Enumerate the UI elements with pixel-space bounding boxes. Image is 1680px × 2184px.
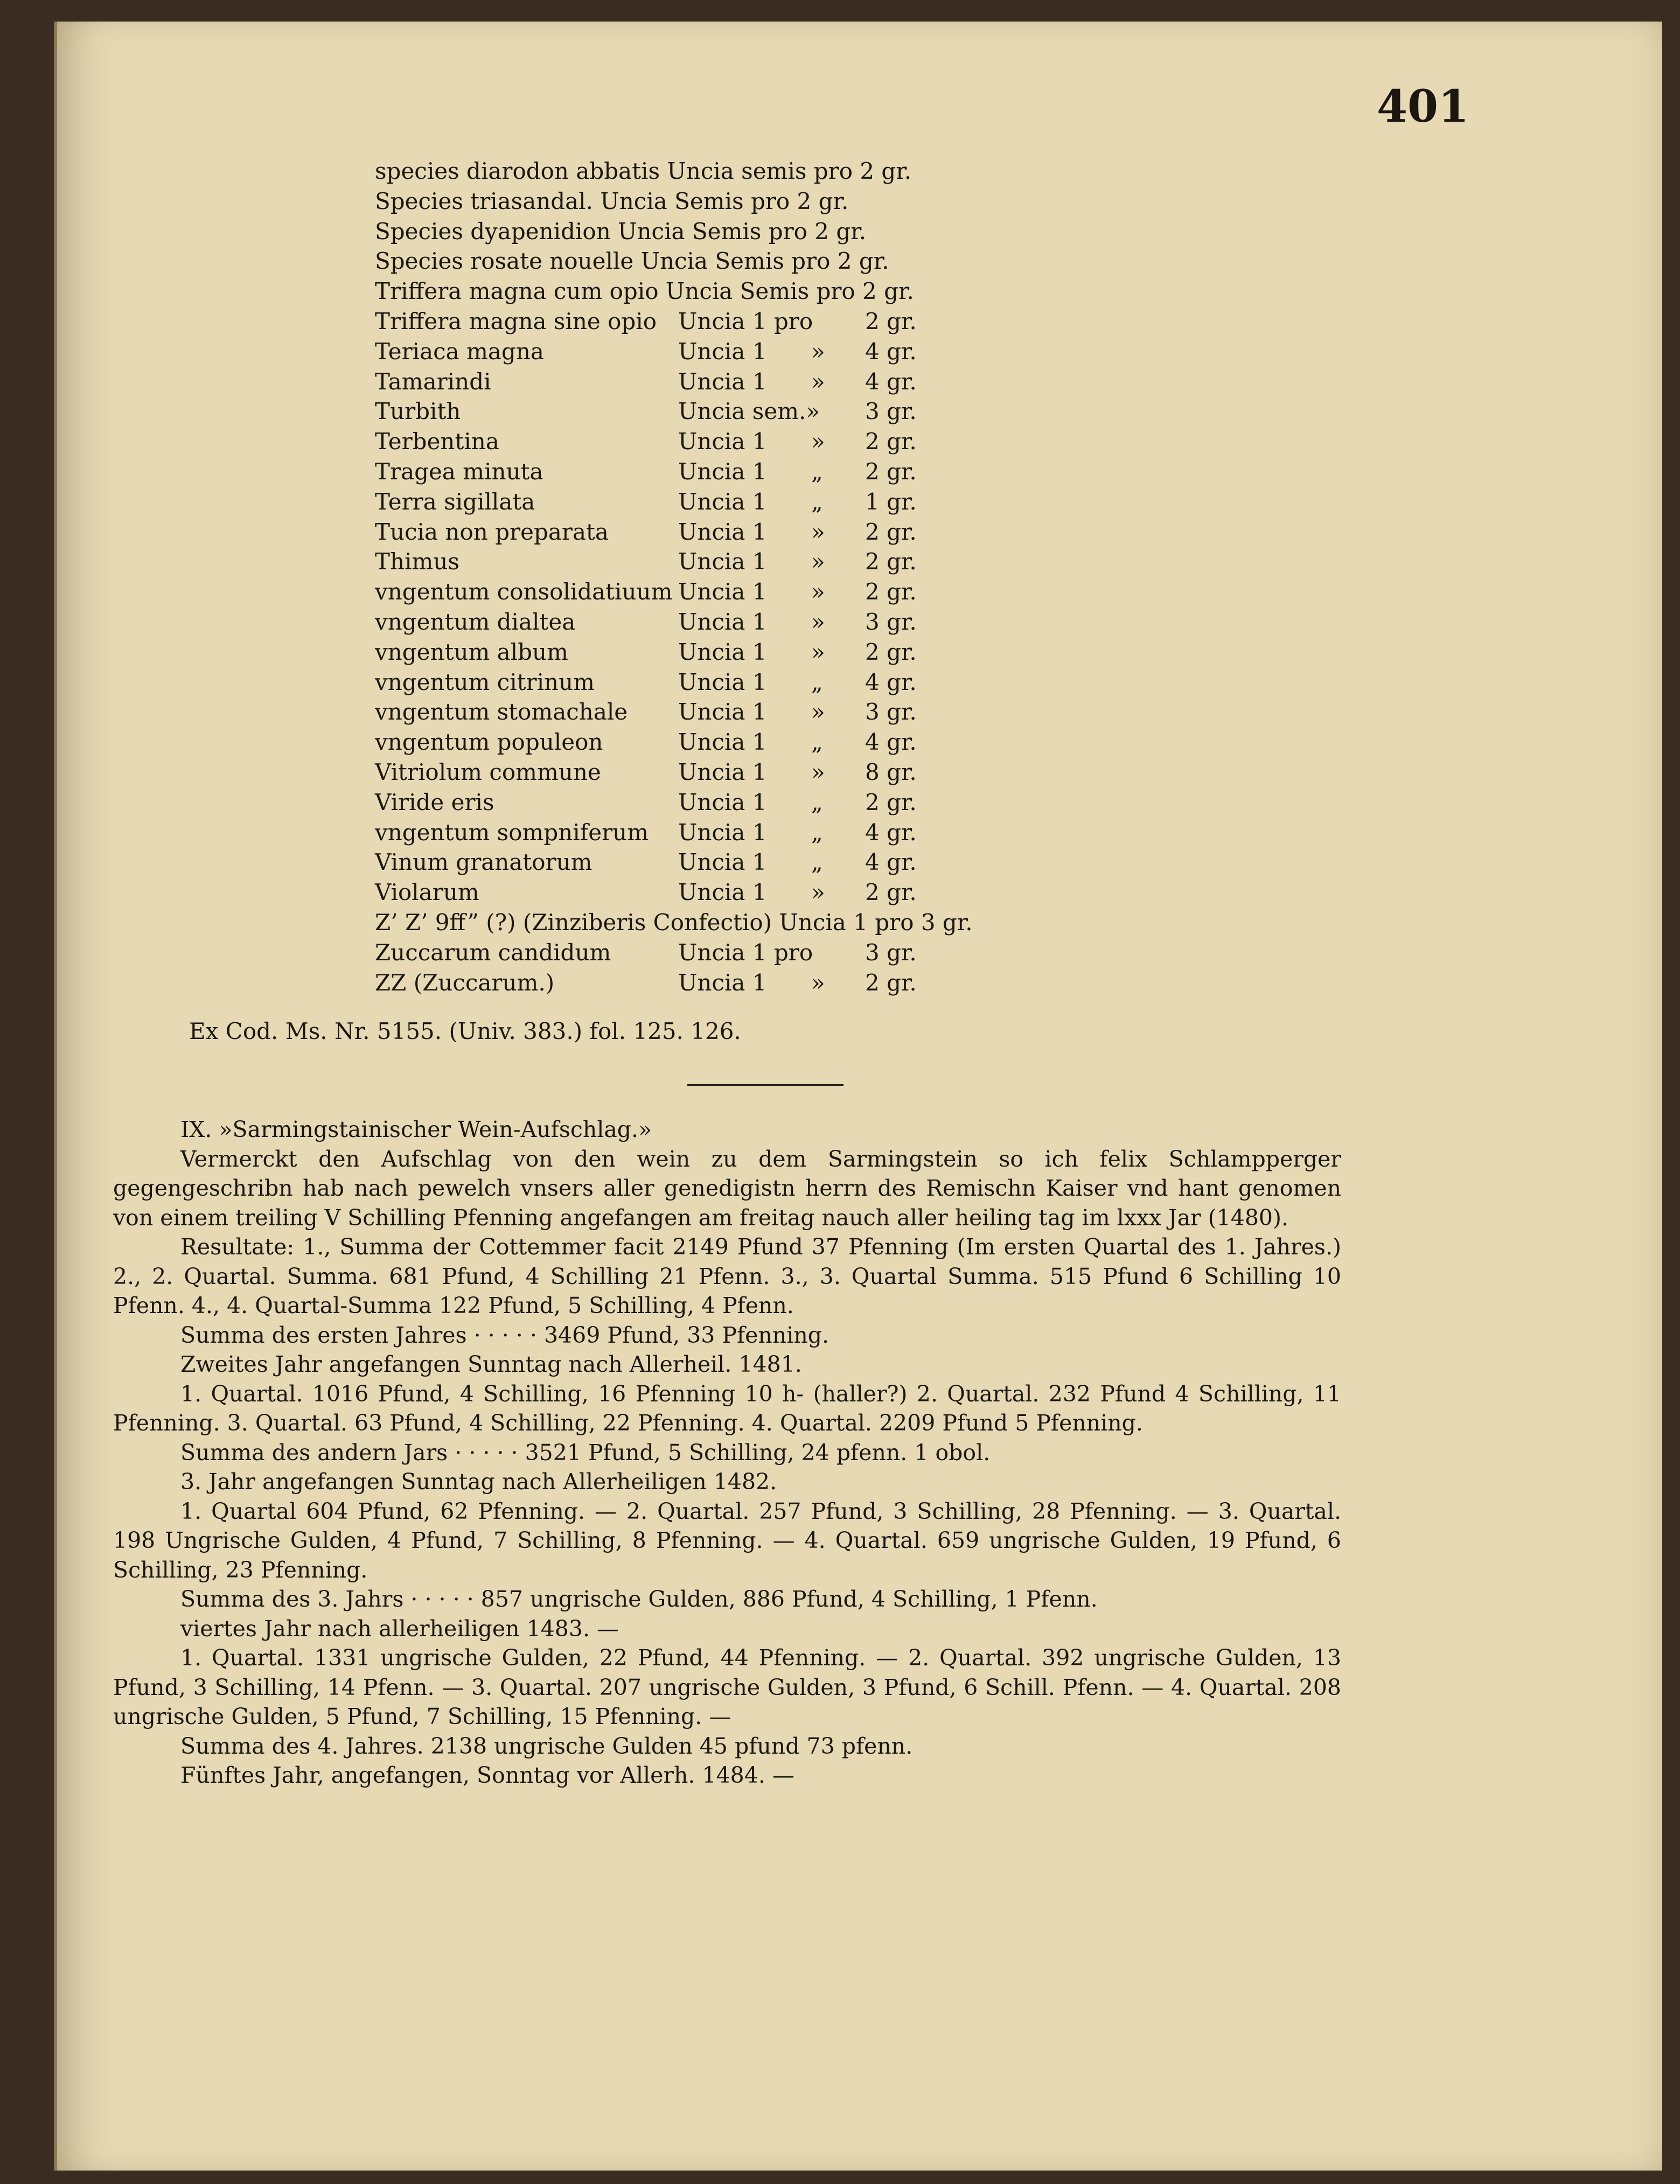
item-price: 2 gr. [865,458,917,485]
item-name: Species dyapenidion Uncia Semis pro 2 gr. [375,218,867,245]
item-unit: Uncia 1 [678,879,767,906]
item-ditto: » [811,969,825,996]
paragraph: 1. Quartal 604 Pfund, 62 Pfenning. — 2. Quartal. 257 Pfund, 3 Schilling, 28 Pfenning. — 3. Quartal. 198 Ungrische Gulden, 4 Pfund, 7 Schilling, 8 Pfenning. — 4. Quartal. 659 ungrische Gulden, 19 Pfund, 6 Schilling, 23 Pfenning. [113,1498,1341,1583]
paragraph: Fünftes Jahr, angefangen, Sonntag vor Allerh. 1484. — [180,1762,794,1788]
item-ditto: » [811,368,825,395]
item-unit: Uncia 1 [678,608,767,635]
item-name: Triffera magna sine opio [375,308,657,334]
item-unit: Uncia 1 [678,789,767,815]
item-ditto: » [811,638,825,665]
table-row [375,787,1129,818]
item-ditto: » [811,338,825,365]
section-divider [687,1084,844,1086]
item-name: Species triasandal. Uncia Semis pro 2 gr. [375,187,849,214]
item-ditto: „ [811,729,823,756]
table-row [375,667,1129,697]
item-unit: Uncia 1 [678,849,767,876]
table-row [375,968,1129,998]
table-row [375,427,1129,457]
item-price: 1 gr. [865,488,917,515]
item-price: 2 gr. [865,518,917,545]
item-unit: Uncia 1 [678,338,767,365]
item-name: vngentum consolidatiuum [375,578,673,605]
paragraph: 3. Jahr angefangen Sunntag nach Allerheiligen 1482. [180,1469,777,1495]
table-row [375,637,1129,667]
item-name: Species rosate nouelle Uncia Semis pro 2 gr. [375,248,889,275]
item-name: Teriaca magna [375,338,544,365]
table-row [375,818,1129,848]
item-name: vngentum sompniferum [375,819,649,846]
item-unit: Uncia 1 [678,548,767,575]
item-ditto: » [811,548,825,575]
item-ditto: „ [811,668,823,695]
item-price: 2 gr. [865,308,917,334]
table-row [375,217,1129,247]
item-price: 2 gr. [865,969,917,996]
drug-price-table [375,156,1129,997]
item-price: 4 gr. [865,368,917,395]
table-row [375,156,1129,186]
item-unit: Uncia 1 pro [678,308,813,334]
paragraph: Summa des andern Jars · · · · · 3521 Pfund, 5 Schilling, 24 pfenn. 1 obol. [180,1439,991,1466]
table-row [375,457,1129,487]
item-name: species diarodon abbatis Uncia semis pro 2 gr. [375,158,912,184]
item-name: Terra sigillata [375,488,535,515]
item-name: vngentum populeon [375,729,603,756]
item-unit: Uncia 1 [678,638,767,665]
table-row [375,757,1129,787]
item-unit: Uncia 1 [678,368,767,395]
paragraph: viertes Jahr nach allerheiligen 1483. — [180,1615,619,1642]
main-text [113,1115,1341,1790]
item-name: Vitriolum commune [375,758,601,785]
table-row [375,847,1129,877]
item-price: 4 gr. [865,849,917,876]
paragraph: Summa des 3. Jahrs · · · · · 857 ungrische Gulden, 886 Pfund, 4 Schilling, 1 Pfenn. [180,1586,1098,1612]
item-price: 3 gr. [865,699,917,725]
item-name: Tamarindi [375,368,491,395]
table-row [375,276,1129,306]
table-row [375,577,1129,607]
item-unit: Uncia 1 [678,758,767,785]
paragraph: Summa des 4. Jahres. 2138 ungrische Gulden 45 pfund 73 pfenn. [180,1733,913,1759]
paragraph: Resultate: 1., Summa der Cottemmer facit 2149 Pfund 37 Pfenning (Im ersten Quartal des 1. Jahres.) 2., 2. Quartal. Summa. 681 Pfund, 4 Schilling 21 Pfenn. 3., 3. Quartal Summa. 515 Pfund 6 Schilling 10 Pfenn. 4., 4. Quartal-Summa 122 Pfund, 5 Schilling, 4 Pfenn. [113,1234,1341,1318]
table-row [375,877,1129,908]
item-name: Triffera magna cum opio Uncia Semis pro 2 gr. [375,278,914,305]
paragraph: Summa des ersten Jahres · · · · · 3469 Pfund, 33 Pfenning. [180,1322,829,1348]
item-price: 2 gr. [865,789,917,815]
paragraph: Zweites Jahr angefangen Sunntag nach Allerheil. 1481. [180,1351,802,1377]
source-citation: Ex Cod. Ms. Nr. 5155. (Univ. 383.) fol. 125. 126. [189,1018,741,1044]
item-ditto: „ [811,819,823,846]
item-ditto: „ [811,488,823,515]
table-row [375,396,1129,427]
table-row [375,186,1129,217]
item-name: vngentum album [375,638,568,665]
item-name: Tragea minuta [375,458,543,485]
item-name: vngentum citrinum [375,668,595,695]
item-name: Z’ Z’ 9ﬀ” (?) (Zinziberis Confectio) Uncia 1 pro 3 gr. [375,909,973,936]
table-row [375,697,1129,727]
page-number: 401 [1377,81,1469,132]
item-name: Zuccarum candidum [375,939,611,966]
item-ditto: » [811,608,825,635]
item-ditto: » [811,518,825,545]
item-unit: Uncia 1 [678,699,767,725]
item-price: 3 gr. [865,398,917,425]
item-name: Thimus [375,548,459,575]
item-unit: Uncia 1 [678,488,767,515]
item-name: vngentum stomachale [375,699,628,725]
table-row [375,337,1129,367]
item-unit: Uncia 1 [678,428,767,455]
item-ditto: » [811,428,825,455]
item-unit: Uncia 1 [678,819,767,846]
item-unit: Uncia 1 [678,729,767,756]
item-ditto: » [811,758,825,785]
paragraph: 1. Quartal. 1016 Pfund, 4 Schilling, 16 Pfenning 10 h- (haller?) 2. Quartal. 232 Pfund 4 Schilling, 11 Pfenning. 3. Quartal. 63 Pfund, 4 Schilling, 22 Pfenning. 4. Quartal. 2209 Pfund 5 Pfenning. [113,1380,1341,1436]
item-price: 2 gr. [865,428,917,455]
item-unit: Uncia 1 pro [678,939,813,966]
item-price: 4 gr. [865,668,917,695]
item-name: Viride eris [375,789,494,815]
table-row [375,517,1129,547]
item-unit: Uncia 1 [678,518,767,545]
table-row [375,367,1129,397]
paragraph: IX. »Sarmingstainischer Wein-Aufschlag.» [180,1117,652,1142]
item-price: 4 gr. [865,729,917,756]
item-ditto: » [811,699,825,725]
item-ditto: „ [811,789,823,815]
item-ditto: „ [811,458,823,485]
item-price: 8 gr. [865,758,917,785]
item-ditto: » [811,879,825,906]
item-ditto: » [811,578,825,605]
item-name: ZZ (Zuccarum.) [375,969,555,996]
item-price: 4 gr. [865,338,917,365]
item-price: 4 gr. [865,819,917,846]
item-unit: Uncia 1 [678,969,767,996]
item-price: 2 gr. [865,578,917,605]
document-page [54,22,1662,2171]
item-unit: Uncia 1 [678,578,767,605]
item-name: Violarum [375,879,479,906]
item-price: 2 gr. [865,638,917,665]
table-row [375,306,1129,337]
table-row [375,607,1129,637]
table-row [375,246,1129,276]
item-name: Vinum granatorum [375,849,592,876]
table-row [375,487,1129,517]
paragraph: 1. Quartal. 1331 ungrische Gulden, 22 Pfund, 44 Pfenning. — 2. Quartal. 392 ungrische Gulden, 13 Pfund, 3 Schilling, 14 Pfenn. — 3. Quartal. 207 ungrische Gulden, 3 Pfund, 6 Schill. Pfenn. — 4. Quartal. 208 ungrische Gulden, 5 Pfund, 7 Schilling, 15 Pfenning. — [113,1645,1341,1729]
paragraph: Vermerckt den Aufschlag von den wein zu dem Sarmingstein so ich felix Schlampperger gegengeschribn hab nach pewelch vnsers aller genedigistn herrn des Remischn Kaiser vnd hant genomen von einem treiling V Schilling Pfenning angefangen am freitag nauch aller heiling tag im lxxx Jar (1480). [113,1146,1341,1231]
item-price: 2 gr. [865,548,917,575]
item-name: vngentum dialtea [375,608,576,635]
item-price: 3 gr. [865,939,917,966]
table-row [375,727,1129,757]
item-unit: Uncia 1 [678,458,767,485]
item-name: Turbith [375,398,461,425]
item-name: Tucia non preparata [375,518,609,545]
item-name: Terbentina [375,428,499,455]
table-row [375,938,1129,968]
item-unit: Uncia 1 [678,668,767,695]
table-row [375,908,1129,938]
item-price: 2 gr. [865,879,917,906]
item-unit: Uncia sem.» [678,398,820,425]
table-row [375,547,1129,577]
item-ditto: „ [811,849,823,876]
item-price: 3 gr. [865,608,917,635]
